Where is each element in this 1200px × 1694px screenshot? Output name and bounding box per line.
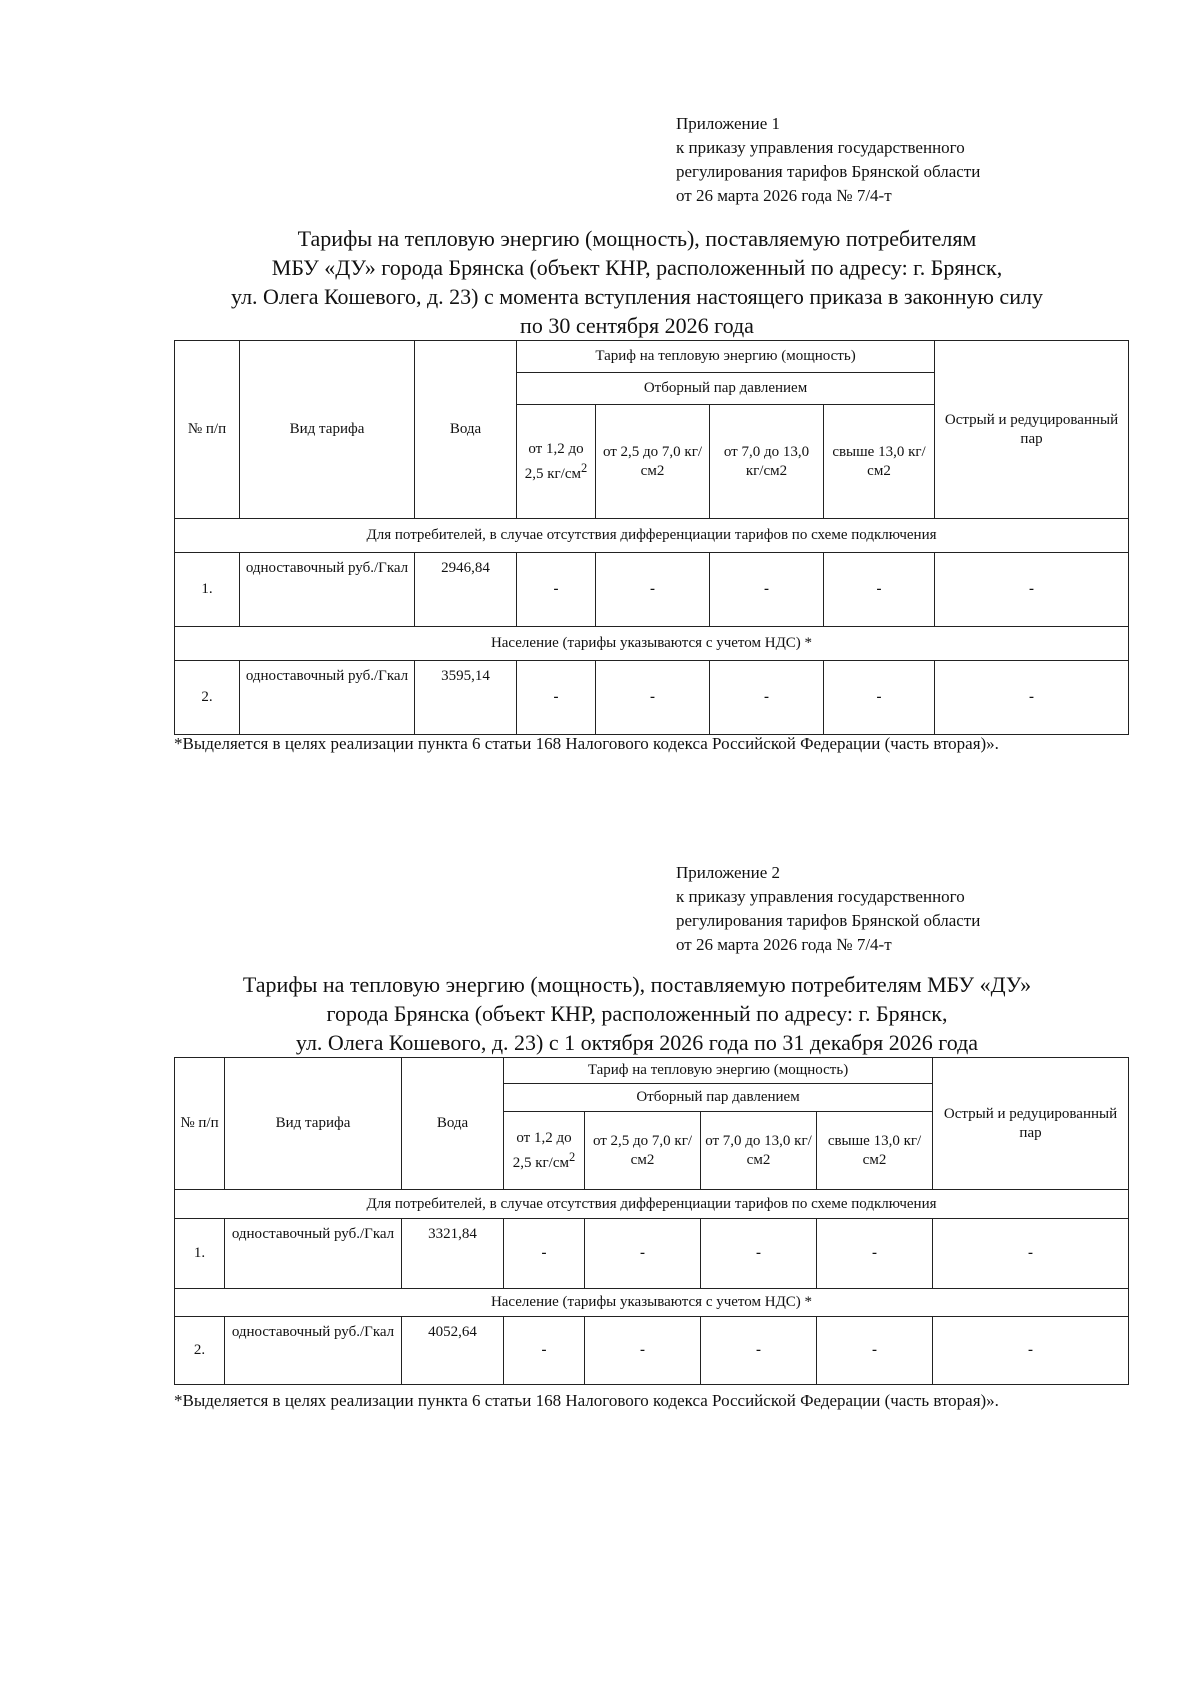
header-tariff-group: Тариф на тепловую энергию (мощность) xyxy=(517,341,935,373)
title-line: МБУ «ДУ» города Брянска (объект КНР, расположенный по адресу: г. Брянск, xyxy=(271,255,1003,280)
title-line: Тарифы на тепловую энергию (мощность), поставляемую потребителям МБУ «ДУ» xyxy=(242,972,1032,997)
header-steam-col: свыше 13,0 кг/см2 xyxy=(817,1112,933,1190)
title-line: по 30 сентября 2026 года xyxy=(520,313,754,338)
table-row xyxy=(175,1317,1129,1385)
appendix-line: Приложение 2 xyxy=(676,863,780,882)
appendix-line: Приложение 1 xyxy=(676,114,780,133)
header-water: Вода xyxy=(402,1058,504,1190)
row-water: 2946,84 xyxy=(415,553,517,627)
header-tariff-type: Вид тарифа xyxy=(240,341,415,519)
row-value: - xyxy=(701,1317,817,1385)
footnote-2: *Выделяется в целях реализации пункта 6 статьи 168 Налогового кодекса Российской Федерации (часть вторая)». xyxy=(174,1391,999,1410)
header-steam-col xyxy=(517,405,596,519)
appendix-line: к приказу управления государственного xyxy=(676,887,965,906)
header-reduced-steam: Острый и редуцированный пар xyxy=(935,341,1129,519)
row-value: - xyxy=(585,1317,701,1385)
row-tariff-type: одноставочный руб./Гкал xyxy=(240,553,415,627)
row-value: - xyxy=(596,661,710,735)
row-value: - xyxy=(710,553,824,627)
row-tariff-type: одноставочный руб./Гкал xyxy=(225,1317,402,1385)
row-value: - xyxy=(817,1219,933,1289)
steam-col-label: от 1,2 до 2,5 кг/см xyxy=(524,440,584,482)
row-water: 4052,64 xyxy=(402,1317,504,1385)
row-value: - xyxy=(517,661,596,735)
title-line: Тарифы на тепловую энергию (мощность), поставляемую потребителям xyxy=(297,226,977,251)
row-value: - xyxy=(933,1219,1129,1289)
appendix-line: от 26 марта 2026 года № 7/4-т xyxy=(676,186,892,205)
header-steam-col: от 7,0 до 13,0 кг/см2 xyxy=(710,405,824,519)
header-water: Вода xyxy=(415,341,517,519)
header-num: № п/п xyxy=(175,341,240,519)
header-steam-col: свыше 13,0 кг/см2 xyxy=(824,405,935,519)
row-value: - xyxy=(504,1219,585,1289)
title-line: ул. Олега Кошевого, д. 23) с момента вступления настоящего приказа в законную силу xyxy=(231,284,1043,309)
tariff-table-1 xyxy=(174,340,1129,735)
row-num: 1. xyxy=(175,1219,225,1289)
row-value: - xyxy=(504,1317,585,1385)
row-value: - xyxy=(933,1317,1129,1385)
section-label: Для потребителей, в случае отсутствия дифференциации тарифов по схеме подключения xyxy=(175,519,1129,553)
row-value: - xyxy=(935,661,1129,735)
tariff-table-2 xyxy=(174,1057,1129,1385)
row-value: - xyxy=(585,1219,701,1289)
row-value: - xyxy=(517,553,596,627)
row-water: 3321,84 xyxy=(402,1219,504,1289)
header-steam-col xyxy=(504,1112,585,1190)
appendix-line: к приказу управления государственного xyxy=(676,138,965,157)
row-value: - xyxy=(824,553,935,627)
row-value: - xyxy=(817,1317,933,1385)
section-label: Для потребителей, в случае отсутствия дифференциации тарифов по схеме подключения xyxy=(175,1190,1129,1219)
row-tariff-type: одноставочный руб./Гкал xyxy=(240,661,415,735)
section-label: Население (тарифы указываются с учетом НДС) * xyxy=(175,1289,1129,1317)
row-water: 3595,14 xyxy=(415,661,517,735)
header-steam-col: от 2,5 до 7,0 кг/см2 xyxy=(596,405,710,519)
header-tariff-type: Вид тарифа xyxy=(225,1058,402,1190)
appendix-line: от 26 марта 2026 года № 7/4-т xyxy=(676,935,892,954)
row-value: - xyxy=(701,1219,817,1289)
row-num: 1. xyxy=(175,553,240,627)
header-num: № п/п xyxy=(175,1058,225,1190)
appendix-line: регулирования тарифов Брянской области xyxy=(676,162,981,181)
row-num: 2. xyxy=(175,661,240,735)
appendix-2-title xyxy=(150,970,1124,1057)
steam-col-sup: 2 xyxy=(581,460,588,475)
row-value: - xyxy=(824,661,935,735)
footnote-1: *Выделяется в целях реализации пункта 6 статьи 168 Налогового кодекса Российской Федерации (часть вторая)». xyxy=(174,734,999,753)
row-value: - xyxy=(935,553,1129,627)
row-tariff-type: одноставочный руб./Гкал xyxy=(225,1219,402,1289)
steam-col-label: от 1,2 до 2,5 кг/см xyxy=(512,1129,572,1171)
section-label: Население (тарифы указываются с учетом НДС) * xyxy=(175,627,1129,661)
header-reduced-steam: Острый и редуцированный пар xyxy=(933,1058,1129,1190)
header-steam-pressure: Отборный пар давлением xyxy=(517,373,935,405)
table-row xyxy=(175,553,1129,627)
appendix-2-header xyxy=(676,861,980,957)
appendix-1-header xyxy=(676,112,980,208)
title-line: ул. Олега Кошевого, д. 23) с 1 октября 2026 года по 31 декабря 2026 года xyxy=(295,1030,979,1055)
header-steam-col: от 7,0 до 13,0 кг/см2 xyxy=(701,1112,817,1190)
header-tariff-group: Тариф на тепловую энергию (мощность) xyxy=(504,1058,933,1084)
row-value: - xyxy=(710,661,824,735)
row-num: 2. xyxy=(175,1317,225,1385)
table-row xyxy=(175,661,1129,735)
header-steam-pressure: Отборный пар давлением xyxy=(504,1084,933,1112)
steam-col-sup: 2 xyxy=(569,1149,576,1164)
header-steam-col: от 2,5 до 7,0 кг/см2 xyxy=(585,1112,701,1190)
row-value: - xyxy=(596,553,710,627)
title-line: города Брянска (объект КНР, расположенный по адресу: г. Брянск, xyxy=(326,1001,948,1026)
appendix-line: регулирования тарифов Брянской области xyxy=(676,911,981,930)
table-row xyxy=(175,1219,1129,1289)
appendix-1-title xyxy=(150,224,1124,340)
